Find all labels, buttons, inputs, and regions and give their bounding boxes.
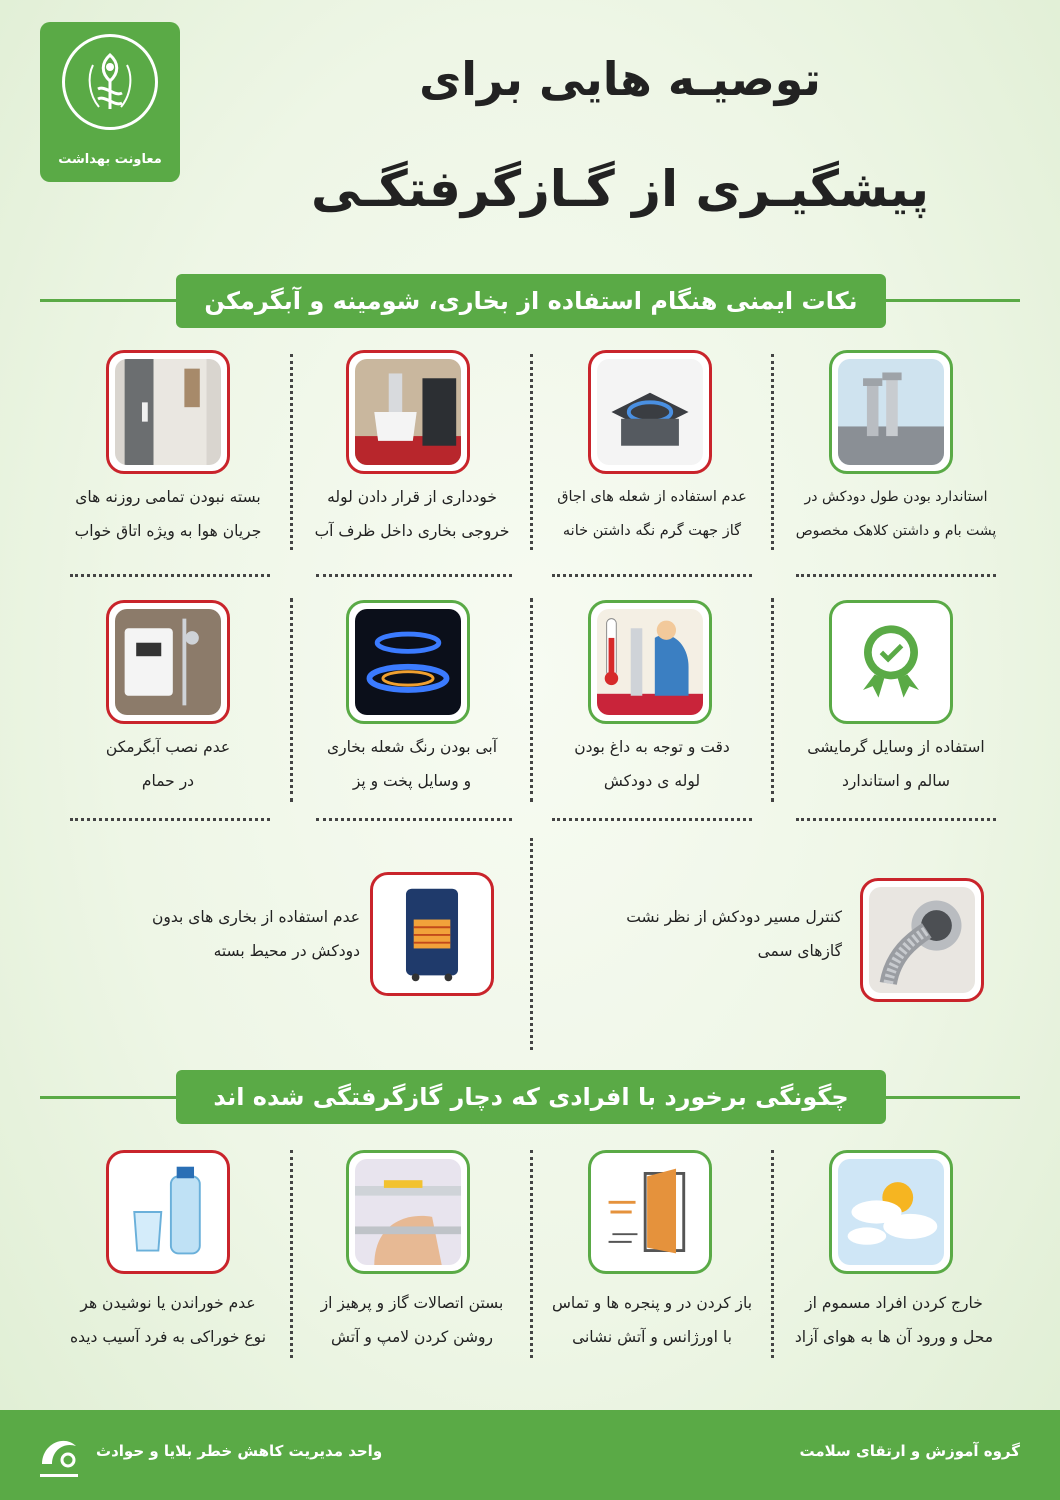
heater-pipe-bucket-icon xyxy=(346,350,470,474)
footer-logo xyxy=(34,1424,84,1484)
grid-separator xyxy=(70,574,270,577)
grid-separator xyxy=(530,838,533,1050)
footer-right-text: گروه آموزش و ارتقای سلامت xyxy=(799,1442,1020,1460)
page-title-line-2: پیشگیـری از گـازگرفتگـی xyxy=(310,160,930,218)
tip-caption: استاندارد بودن طول دودکش در پشت بام و داشتن کلاهک مخصوص xyxy=(795,489,997,539)
tip-caption: کنترل مسیر دودکش از نظر نشت گازهای سمی xyxy=(626,908,842,960)
tip-caption: آبی بودن رنگ شعله بخاری و وسایل پخت و پز xyxy=(326,738,498,790)
grid-separator xyxy=(796,574,996,577)
logo-caption: معاونت بهداشت xyxy=(58,152,162,167)
tip-caption: خودداری از قرار دادن لوله خروجی بخاری داخل ظرف آب xyxy=(314,488,510,540)
open-door-wind-icon xyxy=(588,1150,712,1274)
tip-caption: عدم نصب آبگرمکن در حمام xyxy=(105,738,231,790)
footer xyxy=(0,1410,1060,1500)
tip-caption: عدم استفاده از بخاری های بدون دودکش در محیط بسته xyxy=(152,908,360,960)
gas-stove-burner-icon xyxy=(588,350,712,474)
grid-separator xyxy=(771,1150,774,1358)
water-bottle-glass-icon xyxy=(106,1150,230,1274)
grid-separator xyxy=(530,1150,533,1358)
grid-separator xyxy=(70,818,270,821)
grid-separator xyxy=(552,818,752,821)
gas-valve-hand-icon xyxy=(346,1150,470,1274)
grid-separator xyxy=(796,818,996,821)
water-heater-bathroom-icon xyxy=(106,600,230,724)
grid-separator xyxy=(530,354,533,550)
tip-caption: بسته نبودن تمامی روزنه های جریان هوا به ویژه اتاق خواب xyxy=(74,488,262,540)
aid-caption: عدم خوراندن یا نوشیدن هر نوع خوراکی به فرد آسیب دیده xyxy=(69,1294,267,1346)
aid-caption: باز کردن در و پنجره ها و تماس با اورژانس و آتش نشانی xyxy=(551,1294,753,1346)
tip-caption: دقت و توجه به داغ بودن لوله ی دودکش xyxy=(574,738,730,790)
chimney-cap-icon xyxy=(829,350,953,474)
aid-caption: بستن اتصالات گاز و پرهیز از روشن کردن لامپ و آتش xyxy=(320,1294,504,1346)
gas-heater-icon xyxy=(370,872,494,996)
grid-separator xyxy=(771,354,774,550)
sun-clouds-icon xyxy=(829,1150,953,1274)
grid-separator xyxy=(290,354,293,550)
section-2-heading: چگونگی برخورد با افرادی که دچار گازگرفتگی شده اند xyxy=(176,1070,886,1124)
grid-separator xyxy=(552,574,752,577)
certified-badge-icon xyxy=(829,600,953,724)
grid-separator xyxy=(316,574,512,577)
flexible-flue-pipe-icon xyxy=(860,878,984,1002)
closed-window-icon xyxy=(106,350,230,474)
section-1-heading: نکات ایمنی هنگام استفاده از بخاری، شومینه و آبگرمکن xyxy=(176,274,886,328)
blue-flame-icon xyxy=(346,600,470,724)
grid-separator xyxy=(290,1150,293,1358)
logo-emblem xyxy=(62,34,158,130)
aid-caption: خارج کردن افراد مسموم از محل و ورود آن ها به هوای آزاد xyxy=(794,1294,994,1346)
grid-separator xyxy=(771,598,774,802)
tip-caption: عدم استفاده از شعله های اجاق گاز جهت گرم نگه داشتن خانه xyxy=(557,489,747,539)
university-logo xyxy=(40,22,180,182)
page-title-line-1: توصیـه هایی برای xyxy=(419,52,821,106)
grid-separator xyxy=(316,818,512,821)
footer-left-text: واحد مدیریت کاهش خطر بلایا و حوادث xyxy=(96,1442,383,1460)
grid-separator xyxy=(290,598,293,802)
tip-caption: استفاده از وسایل گرمایشی سالم و استاندارد xyxy=(807,738,985,790)
grid-separator xyxy=(530,598,533,802)
hot-pipe-thermometer-icon xyxy=(588,600,712,724)
